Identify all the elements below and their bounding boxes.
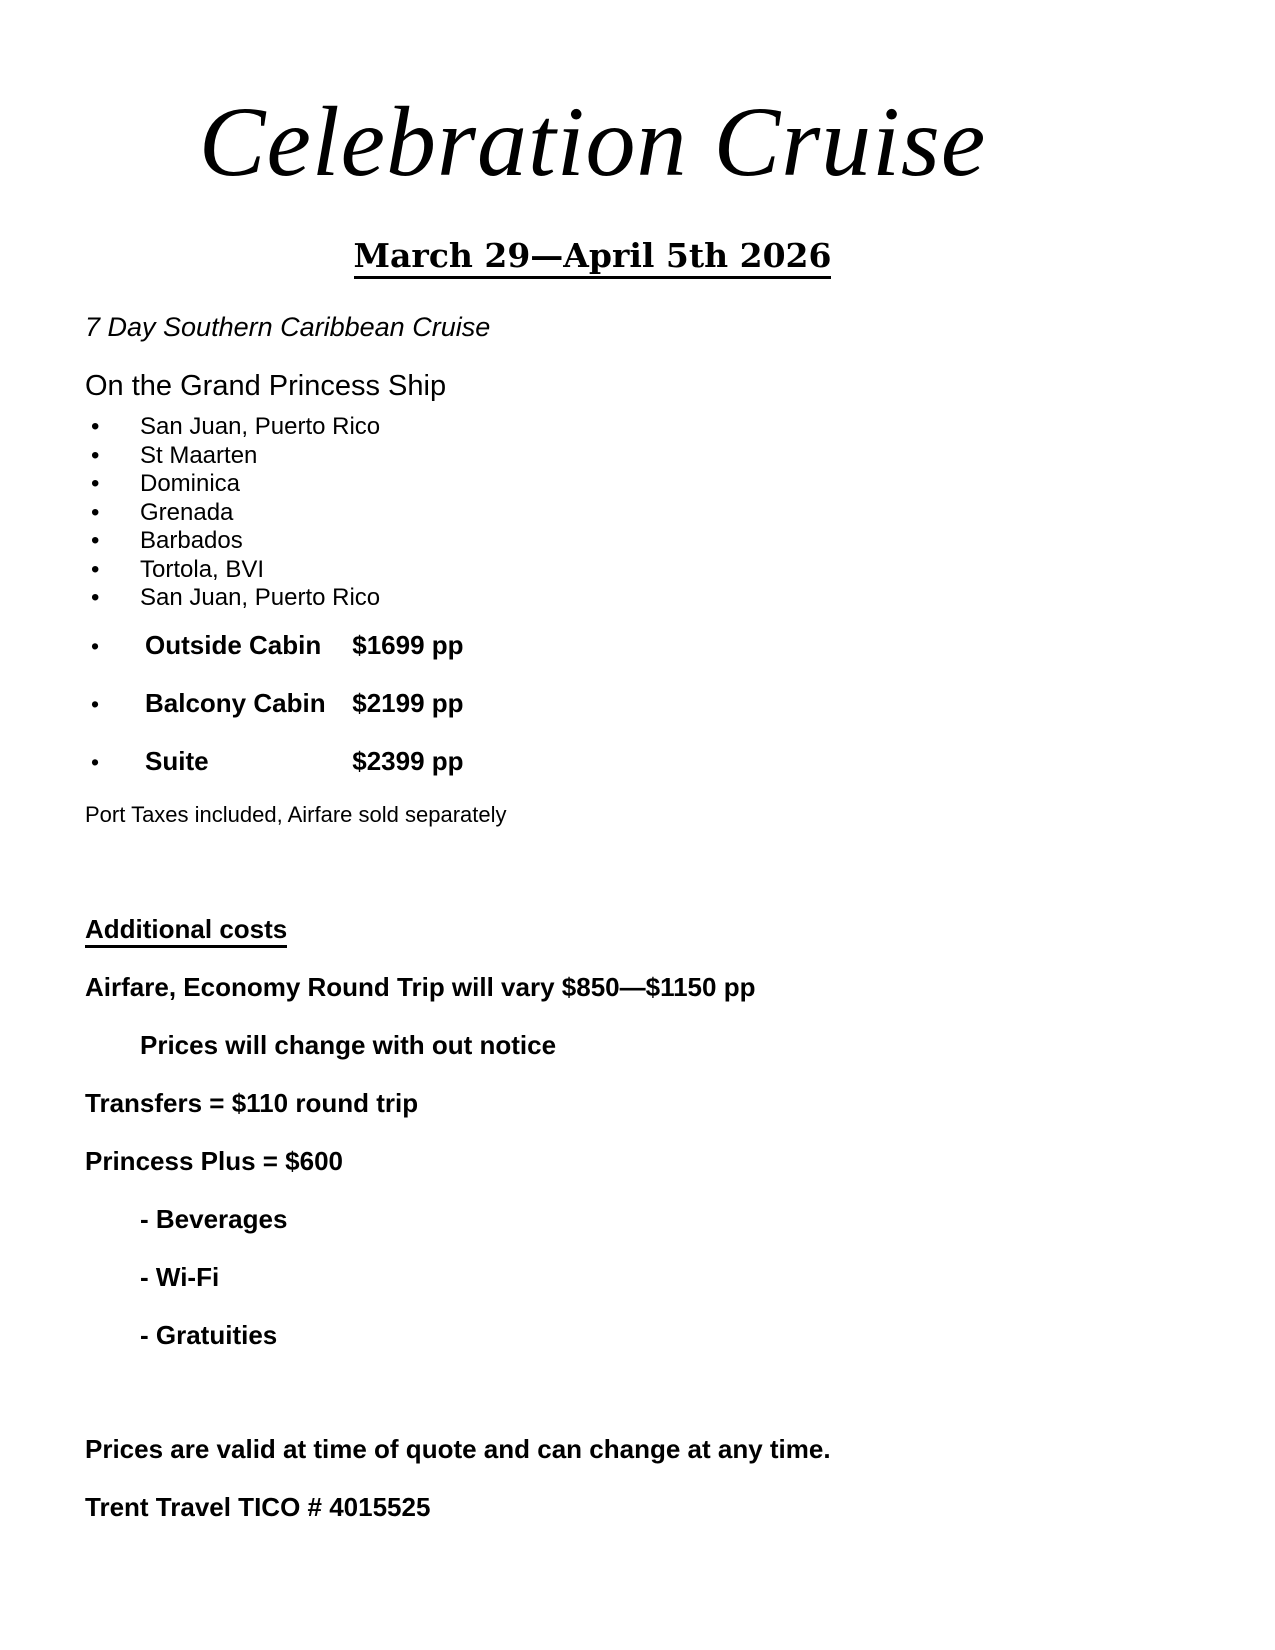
port-item: • Tortola, BVI: [85, 556, 1100, 585]
additional-costs-heading-text: Additional costs: [85, 914, 287, 948]
cabin-price: $1699 pp: [352, 629, 464, 660]
princess-plus-item-beverages: - Beverages: [140, 1203, 288, 1234]
cabin-label: Outside Cabin: [145, 629, 322, 660]
date-range-row: [85, 236, 1100, 283]
airfare-line: Airfare, Economy Round Trip will vary $850—$1150 pp: [85, 971, 756, 1002]
trip-subtitle: 7 Day Southern Caribbean Cruise: [85, 312, 491, 342]
date-range: March 29—April 5th 2026: [354, 236, 832, 279]
princess-plus-item-wifi: - Wi-Fi: [140, 1261, 220, 1292]
port-item: • Dominica: [85, 470, 1100, 499]
additional-costs-heading: [85, 914, 1100, 945]
cabin-price: $2199 pp: [352, 687, 464, 718]
port-taxes-note: Port Taxes included, Airfare sold separately: [85, 801, 507, 827]
document-title: Celebration Cruise: [198, 86, 987, 197]
port-item: • San Juan, Puerto Rico: [85, 413, 1100, 442]
cabin-item: [85, 746, 1100, 777]
validity-line: Prices are valid at time of quote and can change at any time.: [85, 1433, 831, 1464]
cabin-price: $2399 pp: [352, 745, 464, 776]
cabin-item: [85, 630, 1100, 661]
port-item: • Barbados: [85, 527, 1100, 556]
cabin-prices-list: [85, 630, 1100, 777]
cabin-label: Suite: [145, 745, 209, 776]
princess-plus-line: Princess Plus = $600: [85, 1145, 344, 1176]
port-item: • St Maarten: [85, 442, 1100, 471]
price-change-notice: Prices will change with out notice: [140, 1029, 557, 1060]
ship-line: On the Grand Princess Ship: [85, 370, 447, 402]
cabin-item: [85, 688, 1100, 719]
princess-plus-item-gratuities: - Gratuities: [140, 1319, 278, 1350]
ports-list: [85, 413, 1100, 613]
agency-line: Trent Travel TICO # 4015525: [85, 1491, 431, 1522]
port-item: • Grenada: [85, 499, 1100, 528]
cabin-label: Balcony Cabin: [145, 687, 326, 718]
transfers-line: Transfers = $110 round trip: [85, 1087, 419, 1118]
port-item: • San Juan, Puerto Rico: [85, 584, 1100, 613]
